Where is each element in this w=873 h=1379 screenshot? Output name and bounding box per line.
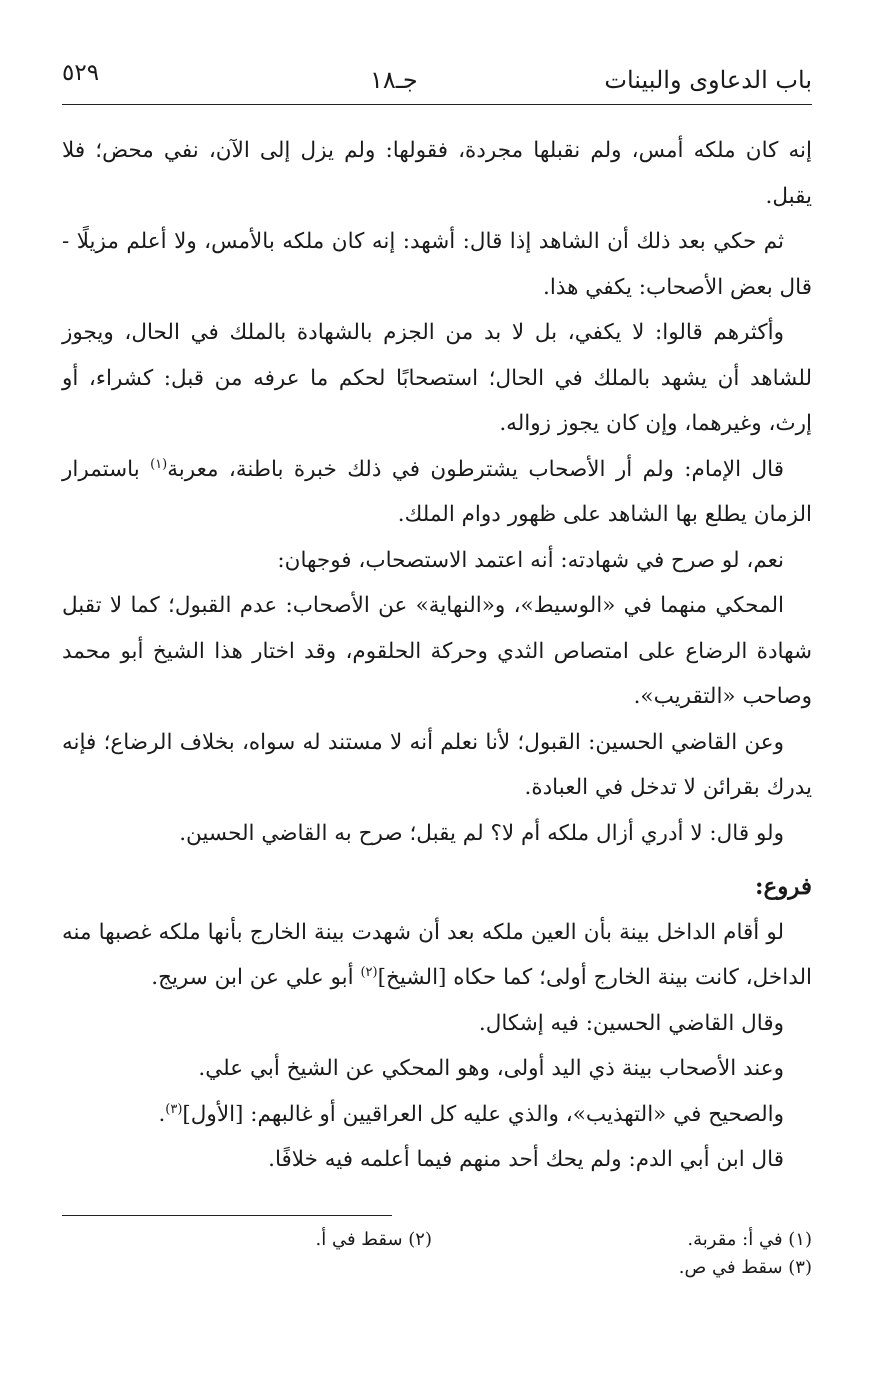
section-heading: فروع: [754, 873, 812, 900]
footnote-divider [62, 1215, 392, 1216]
paragraph: ثم حكي بعد ذلك أن الشاهد إذا قال: أشهد: إنه كان ملكه بالأمس، ولا أعلم مزيلًا - قال بعض الأصحاب: يكفي هذا. [62, 229, 812, 300]
footnote: (١) في أ: مقربة. [687, 1229, 812, 1250]
paragraph: ولو قال: لا أدري أزال ملكه أم لا؟ لم يقبل؛ صرح به القاضي الحسين. [179, 820, 784, 846]
footnote: (٣) سقط في ص. [678, 1257, 812, 1278]
paragraph-text: لو أقام الداخل بينة بأن العين ملكه بعد أن شهدت بينة الخارج بأنها ملكه غصبها منه الداخل، كانت بينة الخارج أولى؛ كما حكاه [الشيخ] [62, 919, 812, 990]
paragraph-text: . [158, 1101, 166, 1127]
paragraph-furoo [62, 910, 812, 1001]
paragraph-text: باستمرار الزمان يطلع بها الشاهد على ظهور دوام الملك. [62, 456, 812, 527]
paragraph: قال ابن أبي الدم: ولم يحك أحد منهم فيما أعلمه فيه خلافًا. [268, 1147, 784, 1172]
paragraph-imam [62, 447, 812, 538]
paragraph: وعند الأصحاب بينة ذي اليد أولى، وهو المحكي عن الشيخ أبي علي. [198, 1056, 784, 1081]
paragraph: إنه كان ملكه أمس، ولم نقبلها مجردة، فقولها: ولم يزل إلى الآن، نفي محض؛ فلا يقبل. [62, 138, 812, 209]
volume-number: جـ١٨ [370, 66, 418, 94]
footnote-ref: (٢) [360, 964, 378, 980]
footnotes [62, 1226, 812, 1282]
paragraph: وقال القاضي الحسين: فيه إشكال. [478, 1010, 784, 1036]
paragraph-text: والصحيح في «التهذيب»، والذي عليه كل العراقيين أو غالبهم: [الأول] [182, 1101, 784, 1127]
book-page [62, 58, 813, 1278]
paragraph-text: أبو علي عن ابن سريج. [151, 965, 361, 990]
paragraph: وأكثرهم قالوا: لا يكفي، بل لا بد من الجزم بالشهادة بالملك في الحال، ويجوز للشاهد أن يشهد بالملك في الحال؛ استصحابًا لحكم ما عرفه من قبل: كشراء، أو إرث، وغيرهما، وإن كان يجوز زواله. [62, 320, 813, 436]
header-divider [62, 104, 812, 105]
page-body [62, 128, 812, 1183]
paragraph-text: قال الإمام: ولم أر الأصحاب يشترطون في ذلك خبرة باطنة، معربة [167, 456, 784, 482]
paragraph: المحكي منهما في «الوسيط»، و«النهاية» عن الأصحاب: عدم القبول؛ كما لا تقبل شهادة الرضاع على امتصاص الثدي وحركة الحلقوم، وقد اختار هذا الشيخ أبو محمد وصاحب «التقريب». [62, 593, 812, 709]
footnote: (٢) سقط في أ. [315, 1229, 432, 1250]
page-number: ٥٢٩ [62, 60, 100, 86]
footnote-ref: (١) [150, 456, 168, 472]
running-header [62, 58, 812, 112]
paragraph: نعم، لو صرح في شهادته: أنه اعتمد الاستصحاب، فوجهان: [277, 547, 784, 573]
paragraph-sahih [62, 1092, 812, 1138]
paragraph: وعن القاضي الحسين: القبول؛ لأنا نعلم أنه لا مستند له سواه، بخلاف الرضاع؛ فإنه يدرك بقرائن لا تدخل في العبادة. [62, 729, 812, 800]
footnote-ref: (٣) [165, 1101, 183, 1117]
chapter-title: باب الدعاوى والبينات [604, 66, 812, 94]
